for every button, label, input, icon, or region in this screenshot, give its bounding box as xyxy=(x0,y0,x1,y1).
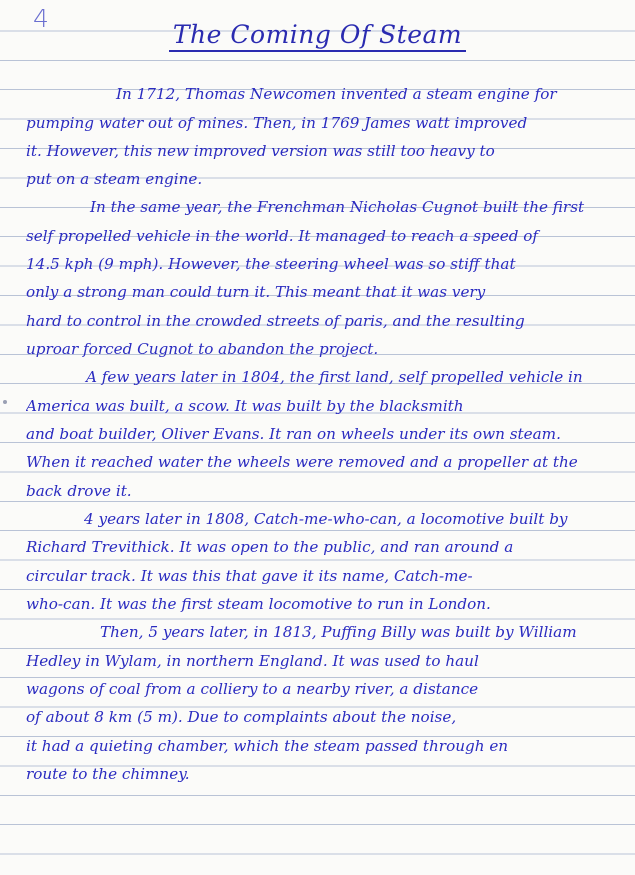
text-line: put on a steam engine. xyxy=(26,170,203,188)
text-line: it had a quieting chamber, which the steam passed through en xyxy=(26,737,509,755)
text-line: In 1712, Thomas Newcomen invented a steam engine for xyxy=(116,85,557,103)
text-line: self propelled vehicle in the world. It managed to reach a speed of xyxy=(26,227,539,245)
text-line: When it reached water the wheels were removed and a propeller at the xyxy=(26,453,578,471)
text-line: it. However, this new improved version was still too heavy to xyxy=(26,142,495,160)
text-line: Then, 5 years later, in 1813, Puffing Billy was built by William xyxy=(100,623,577,641)
text-line: uproar forced Cugnot to abandon the project. xyxy=(26,340,379,358)
text-line: circular track. It was this that gave it its name, Catch-me- xyxy=(26,567,473,585)
text-line: only a strong man could turn it. This meant that it was very xyxy=(26,283,486,301)
page-title xyxy=(0,20,635,49)
text-line: and boat builder, Oliver Evans. It ran on wheels under its own steam. xyxy=(26,425,561,443)
title-text: The Coming Of Steam xyxy=(169,20,466,52)
text-line: who-can. It was the first steam locomotive to run in London. xyxy=(26,595,491,613)
text-line: 4 years later in 1808, Catch-me-who-can, a locomotive built by xyxy=(84,510,568,528)
text-line: of about 8 km (5 m). Due to complaints about the noise, xyxy=(26,708,457,726)
text-line: hard to control in the crowded streets of paris, and the resulting xyxy=(26,312,525,330)
paper-speck xyxy=(3,400,7,404)
text-line: America was built, a scow. It was built by the blacksmith xyxy=(26,397,464,415)
text-line: route to the chimney. xyxy=(26,765,190,783)
text-line: 14.5 kph (9 mph). However, the steering wheel was so stiff that xyxy=(26,255,516,273)
text-line: Richard Trevithick. It was open to the public, and ran around a xyxy=(26,538,514,556)
text-line: back drove it. xyxy=(26,482,132,500)
text-line: In the same year, the Frenchman Nicholas Cugnot built the first xyxy=(90,198,585,216)
text-line: pumping water out of mines. Then, in 1769 James watt improved xyxy=(26,114,528,132)
text-line: wagons of coal from a colliery to a nearby river, a distance xyxy=(26,680,479,698)
page-number: 4 xyxy=(33,4,49,33)
text-line: Hedley in Wylam, in northern England. It was used to haul xyxy=(26,652,479,670)
text-line: A few years later in 1804, the first land, self propelled vehicle in xyxy=(86,368,583,386)
